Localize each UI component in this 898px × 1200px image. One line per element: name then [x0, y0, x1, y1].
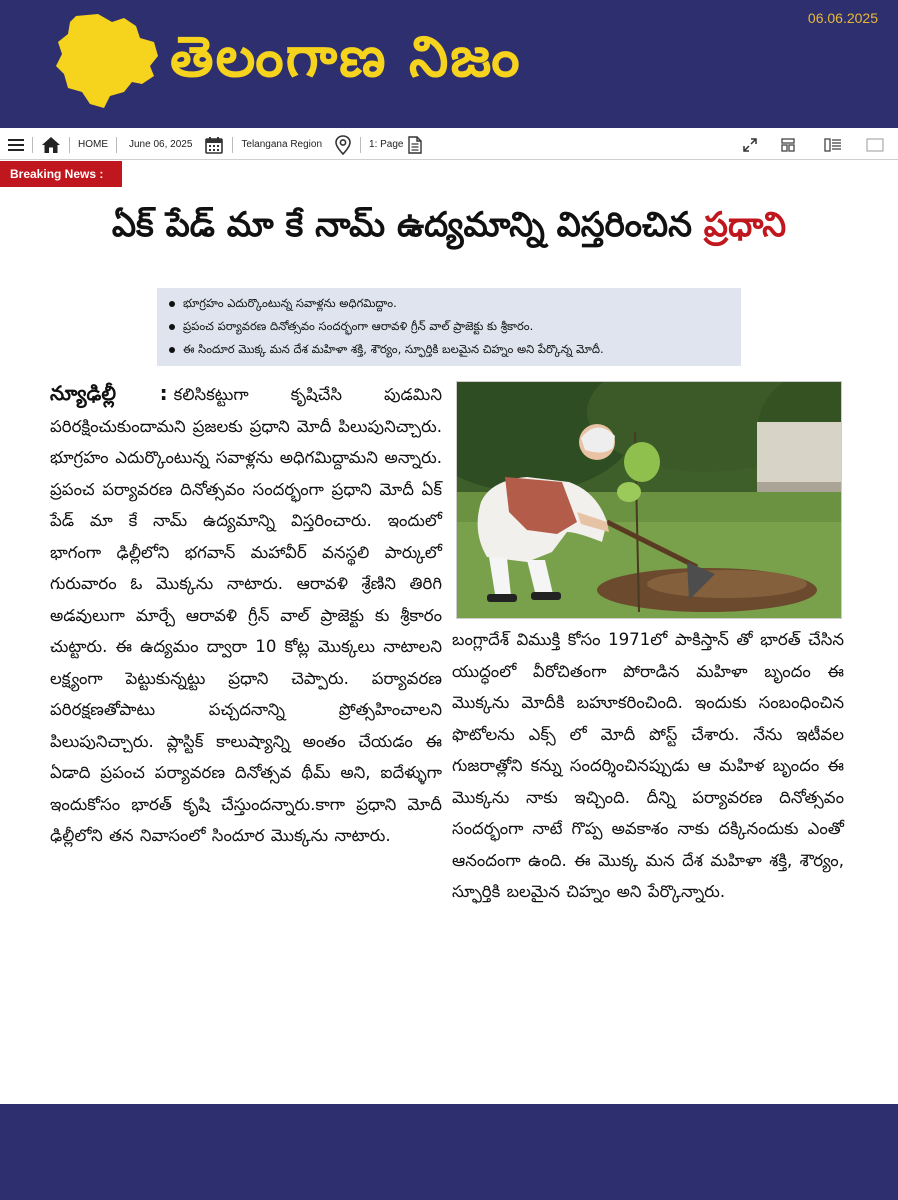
tree-planting-photo	[457, 382, 842, 619]
article-layout-icon[interactable]	[824, 137, 842, 153]
home-icon[interactable]	[41, 136, 61, 154]
bullet-icon	[169, 347, 175, 353]
divider	[360, 137, 361, 153]
location-pin-icon[interactable]	[334, 135, 352, 155]
telangana-map-logo	[54, 12, 160, 112]
home-button[interactable]	[41, 130, 61, 160]
body-text-right: బంగ్లాదేశ్ విముక్తి కోసం 1971లో పాకిస్తాన్ తో భారత్ చేసిన యుద్ధంలో వీరోచితంగా పోరాడిన మహిళా బృందం ఈ మొక్కను మోదీకి బహూకరించింది. ఇందుకు సంబంధించిన ఫొటోలను ఎక్స్ లో మోదీ పోస్ట్ చేశారు. నేను ఇటీవల గుజరాత్లోని కన్ను సందర్శించినప్పుడు ఆ మహిళ బృందం ఈ మొక్కను నాకు ఇచ్చింది. దీన్ని పర్యావరణ దినోత్సవం సందర్భంగా నాటే గొప్ప అవకాశం నాకు దక్కినందుకు ఎంతో ఆనందంగా ఉంది. ఈ మొక్క మన దేశ మహిళా శక్తి, శౌర్యం, స్ఫూర్తికి బలమైన చిహ్నం అని పేర్కొన్నారు.	[452, 630, 844, 901]
fullscreen-button[interactable]	[742, 130, 758, 160]
highlight-item	[169, 338, 731, 361]
body-paragraph	[50, 378, 442, 852]
bullet-icon	[169, 324, 175, 330]
bullet-icon	[169, 301, 175, 307]
divider	[232, 137, 233, 153]
brand-title[interactable]: తెలంగాణ నిజం	[170, 25, 522, 90]
expand-icon[interactable]	[742, 137, 758, 153]
date-label: June 06, 2025	[129, 139, 193, 150]
edition-date: 06.06.2025	[807, 10, 878, 26]
single-page-button[interactable]	[780, 130, 796, 160]
article-column-left	[50, 378, 442, 852]
page-button[interactable]	[408, 130, 422, 160]
home-link[interactable]: HOME	[78, 139, 108, 150]
menu-button[interactable]	[0, 130, 24, 160]
hamburger-icon[interactable]	[8, 138, 24, 152]
article-headline	[0, 200, 898, 250]
highlights-box	[157, 288, 741, 366]
epaper-toolbar	[0, 130, 898, 160]
body-text-left: కలిసికట్టుగా కృషిచేసి పుడమిని పరిరక్షించుకుందామని ప్రజలకు ప్రధాని మోదీ పిలుపునిచ్చారు. భూగ్రహం ఎదుర్కొంటున్న సవాళ్లను అధిగమిద్దామని అన్నారు. ప్రపంచ పర్యావరణ దినోత్సవం సందర్భంగా ప్రధాని మోదీ ఏక్ పేడ్ మా కే నామ్ ఉద్యమాన్ని విస్తరించారు. ఇందులో భాగంగా ఢిల్లీలోని భగవాన్ మహావీర్ వనస్థలి పార్కులో గురువారం ఓ మొక్కను నాటారు. ఆరావళి శ్రేణిని తిరిగి అడవులుగా మార్చే ఆరావళి గ్రీన్ వాల్ ప్రాజెక్టు కు శ్రీకారం చుట్టారు. ఈ ఉద్యమం ద్వారా 10 కోట్ల మొక్కలు నాటాలని లక్ష్యంగా పెట్టుకున్నట్టు ప్రధాని చెప్పారు. పర్యావరణ పరిరక్షణతోపాటు పచ్చదనాన్ని ప్రోత్సహించాలని పిలుపునిచ్చారు. ప్లాస్టిక్ కాలుష్యాన్ని అంతం చేయడం ఈ ఏడాది ప్రపంచ పర్యావరణ దినోత్సవ థీమ్ అని, ఐదేళ్ళుగా ఇందుకోసం భారత్ కృషి చేస్తుందన్నారు.కాగా ప్రధాని మోదీ ఢిల్లీలోని తన నివాసంలో సిందూర మొక్కను నాటారు.	[50, 385, 442, 845]
region-label[interactable]: Telangana Region	[241, 139, 323, 150]
headline-text: ఏక్ పేడ్ మా కే నామ్ ఉద్యమాన్ని విస్తరించిన	[111, 205, 704, 245]
article-view-button[interactable]	[824, 130, 842, 160]
page-label[interactable]: 1: Page	[369, 139, 404, 150]
divider	[32, 137, 33, 153]
highlight-item	[169, 292, 731, 315]
toolbar-right	[742, 130, 898, 160]
breaking-news-label: Breaking News :	[0, 161, 122, 187]
dateline: న్యూఢిల్లీ :	[50, 381, 168, 405]
footer-band	[0, 1104, 898, 1200]
article-column-right	[452, 624, 844, 908]
highlight-text: భూగ్రహం ఎదుర్కొంటున్న సవాళ్లను అధిగమిద్దాం.	[183, 296, 397, 310]
headline-highlight: ప్రధాని	[703, 205, 787, 245]
page-layout-icon[interactable]	[780, 137, 796, 153]
region-button[interactable]	[334, 130, 352, 160]
divider	[69, 137, 70, 153]
highlight-text: ప్రపంచ పర్యావరణ దినోత్సవం సందర్భంగా ఆరావళి గ్రీన్ వాల్ ప్రాజెక్టు కు శ్రీకారం.	[183, 319, 534, 333]
text-view-button[interactable]	[866, 130, 884, 160]
article-photo[interactable]	[456, 381, 842, 619]
blank-page-icon[interactable]	[866, 138, 884, 152]
calendar-button[interactable]	[204, 130, 224, 160]
masthead	[0, 0, 898, 128]
highlight-item	[169, 315, 731, 338]
calendar-icon[interactable]	[204, 135, 224, 155]
page-icon[interactable]	[408, 136, 422, 154]
divider	[116, 137, 117, 153]
highlight-text: ఈ సిందూర మొక్క మన దేశ మహిళా శక్తి, శౌర్యం, స్ఫూర్తికి బలమైన చిహ్నం అని పేర్కొన్న మోదీ.	[183, 342, 604, 356]
